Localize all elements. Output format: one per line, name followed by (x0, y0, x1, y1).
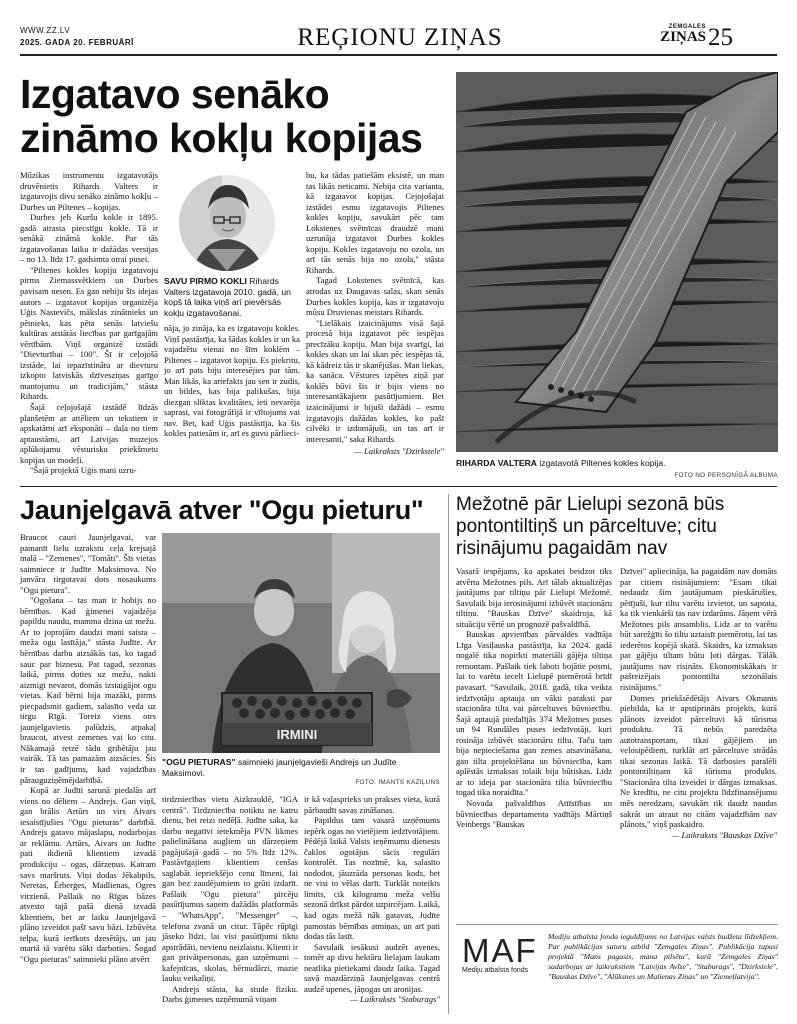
maf-logo[interactable] (462, 934, 542, 974)
kokle-caption-bold: RIHARDA VALTERA (456, 458, 537, 468)
article1-col1 (20, 170, 158, 476)
paragraph: "Ogošana – tas man ir hobijs no bērnības. Kad ģimenei vajadzēja papildu naudu, mamma dzina uz mežu. Ar to joprojām daudzi mani saista – meža ogu lasītāja," stāsta Judīte. Ar bērnības darbu aizsākās tas, ko tagad sauc par biznesu. Pat tagad, sezonas laikā, pirms doties uz mežu, nakti aizmigt nevarot, domās izstaigājot ogu vietas. Kad bērni bija mazāki, pirms piecpadsmit gadiem, salasīto veda uz tirgu Rīgā. Toreiz viens otrs jaunjelgavietis palūdzis, atpakaļ braucot, atvest zemenes vai ko citu. Nākamajā reizē tādu gribētāju jau vairāk. Tā tas pamazām aizsācies. Šis ir tas gadījums, kad vajadzības pārauguziņēmējdarbībā. (20, 595, 156, 785)
paragraph: Novada pašvaldības Attīstības un būvniecības departamenta vadītājs Mārtiņš Veinbergs "Bauskas (456, 798, 612, 830)
maf-logo-caption: Mediju atbalsta fonds (462, 967, 529, 974)
berries-caption-text: saimnieki jaunjelgavieši Andrejs un Judīte Maksimovi. (162, 757, 397, 778)
signature-text: — Laikraksts "Bauskas Dzīve" (671, 829, 777, 840)
column-divider (448, 494, 449, 1014)
paragraph: "Šajā projektā Uģis mani uzru- (30, 465, 137, 476)
kokle-caption-text: izgatavotā Piltenes kokles kopija. (537, 458, 666, 468)
article3-col2 (620, 566, 777, 840)
kokle-photo-caption (456, 458, 778, 469)
maf-logo-letters: MAF (462, 932, 538, 969)
header-rule (20, 54, 777, 56)
paragraph: Savulaik iesākusi audzēt avenes, tomēr ap divu hektāru lielajam laukam neatlika pietiekami daudz laika. Tagad savā mazdārziņā Jaunjelgavas centrā audzē upenes, jāņogas un aronijas. (304, 941, 440, 994)
paragraph: tirdzniecības vietu Aizkrauklē, "IGA centrā". Tirdzniecība notiktu ne katru dienu, bet reizi nedēļā. Judīte saka, ka darbu negatīvi ietekmēja PVN likmes palielināšana augļiem un dārzeņiem pagājušajā gadā – no 5% līdz 12%. Pastāvīgajiem klientiem cenšas saglabāt iepriekšējo cenu līmeni, lai gan bez zaudējumiem to grūti izdarīt. Pašlaik "Ogu pietura" pircēju pasūtījumus saņem dažādās platformās – "WhatsApp", "Messenger" –, telefona zvanā un citur. Tāpēc rūpīgi jāseko līdzi, lai visi pasūtījumi tiktu apstrādāti, nevienu neizlaistu. Klienti ir gan privātpersonas, gan uzņēmumi – kafejnīcas, skolas, bērnudārzi, mazie lauku veikaliņi. (162, 794, 298, 984)
logo-top-text: ZEMGALES (668, 24, 706, 30)
paragraph: Tagad Lokstenes svētnīcā, kas atrodas uz Daugavas salas, skan senās Durbes kokles kopija, kas ir izgatavoju mūsu Druvienas meistars Rihards. (306, 275, 444, 318)
article2-title: Jaunjelgavā atver "Ogu pieturu" (20, 495, 424, 525)
signature-text: — Laikraksts "Dzirkstele" (354, 446, 444, 457)
portrait-photo (162, 171, 292, 271)
article1-col2 (164, 323, 300, 439)
article1-title (20, 72, 450, 160)
signature-text: — Laikraksts "Staburags" (350, 994, 440, 1005)
berries-photo (162, 533, 440, 753)
portrait-caption-text: Rihards Valters izgatavoja 2010. gadā, un kopš tā laika viņš arī pievērsās kokļu izgatavošanai. (164, 276, 291, 318)
paragraph: bu, ka tādas patiešām eksistē, un man tas likās neticami. Nebija cita varianta, kā izgatavot kopijas. Cejojošajai izstādei esmu izgatavojis Piltenes kokles kopiju, savukārt pēc tam Lokstenes svētnīcas draudzē mani uzrunāja izgatavot Durbes kokles kopiju. Kokles izgatavoju no ozola, un arī tās senās bija no ozola," stāsta Rihards. (306, 170, 444, 275)
paragraph: Bauskas apvienības pārvaldes vadītāja Līga Vasiļauska pastāstīja, ka 2024. gadā nogalē tika nopirkti materiāli gājēja tiltiņa remontam. Pašlaik tiek laboti bojātie posmi, lai to varētu iecelt Lielupē piemērotā brīdī pavasarī. "Savulaik, 2018. gadā, tika veikta iedzīvotāju aptauja un vākti paraksti par stacionāra tilta vai pārceltuves būvniecību. Šajā aptaujā piedalījās 374 Mežotnes puses un 94 Rundāles puses iedzīvotāji, kuri rosināja izbūvēt stacionāru tiltu. Taču tam bija nepieciešama gan zemes atsavināšana, gan tilta projektēšana un būvniecība, kam aplēstās izmaksas tolaik bija būtiskas. Lidz ar to ideja par stacionāra tilta būvniecību togad tika noraidīta." (456, 629, 612, 798)
article2-col1 (20, 532, 156, 964)
paragraph: nāja, jo zināja, ka es izgatavoju kokles. Viņš pastāstīja, ka šādas kokles ir un ka vajadzētu vienai no šīm koklēm – Piltenes – izgatavot kopiju. Es piekritu, jo arī pats biju interesējies par tām. Man likās, ka artefakts jau sen ir zudis, un bildes, kas bija palikušas, bija diezgan sliktas kvalitātes, ieti nevarēja saprast, vai fotogrāfijā ir vīltojums vai nav. Bet, kad Uģis pastāstīja, ka šis kokles patiesām ir, arī es guvu pārlieci- (164, 323, 301, 439)
article2-signature (304, 994, 440, 1005)
article3-title-line3: risinājumu pagaidām nav (456, 538, 668, 559)
paragraph: ir kā vaļasprieks un prakses vieta, kurā pārbaudīt savas zināšanas. (304, 794, 440, 815)
article2-col3 (304, 794, 440, 1005)
paragraph: Kopā ar Judīti sarunā piedalās arī viens no dēliem – Andrejs. Gan viņš, gan brālis Artūrs un virs Aivars iesaistījušies "Ogu pieturas" darbībā. Andrejs gatavo mājaslapu, nodarbojas ar reklāmu. Artūrs, Aivars un Judīte pati ikdienā klientiem izvadā produkciju – ogas, dārzeņus. Katram savs maršruts. Viņi dodas Jēkabpils, Neretas, Ērberģes, Madlienas, Ogres virzienā. Pašlaik no Rīgas bāzes atvesto tajā pašā dienā izvadā klientiem, bet ar laiku Jaunjelgavā plāno izveidot pašī savu bāzi. Izbūvēta telpa, kurā ierīkots dzesētājs, un jau martā tā varētu sākt darboties. Šogad "Ogu pieturas" saimnieki plāno atvērt (20, 785, 156, 964)
section-title: REĢIONU ZIŅAS (297, 24, 503, 51)
page-number: 25 (708, 24, 733, 51)
funding-note: Mediju atbalsta fonda ieguldījums no Latvijas valsts budžeta līdzekļiem. Par publikācijas saturu atbild "Zemgales Ziņas". Publikācija tapusi projektā "Mans pagasts, mana pilsēta", kurā "Zemgales Ziņas" sadarbojas ar laikrakstiem "Latvijas Avīze", "Staburags", "Dzirkstele", "Bauskas Dzīve", "Alūksnes un Malienas Ziņas" un "Ziemeļlatvija". (548, 932, 778, 981)
portrait-caption (164, 276, 298, 318)
article1-title-line1: Izgatavo senāko (20, 71, 330, 117)
kokle-photo (456, 72, 778, 452)
paragraph: Dzīvei" apliecināja, ka pagaidām nav domāts par citiem risinājumiem: "Esam tikai nedaudz šim jautājumam pieskārušies, pētījuši, kur tiltu varētu izvietot, un saprata, ka tik vienkārši tas nav izdarāms. Jāņem vērā Mežotnes pils ansamblis. Lidz ar to varētu būt sarežģīti šo tiltu uztaisīt piemērotu, lai tas iederētos kopējā skatā. Skaidrs, ka izmaksas pat gājēju tiltam būtu ļoti dārgas. Tālāk jautājums nav risināts. Ekonomiskākais ir pašreizējais pontontilta sezonālais risinājums." (620, 566, 777, 693)
section-rule (20, 486, 777, 487)
paragraph: Andrejs stāsta, ka stude fiziku. Darbs ģimenes uzņēmumā viņam (162, 983, 298, 1005)
portrait-caption-bold: SAVU PIRMO KOKLI (164, 276, 247, 286)
paragraph: "Lielākais izaicinājums visā šajā procesā bija izgatavot pēc iespējas precīzāku kopiju. Man bija svarīgi, lai kokles skan un lai skan pēc iespējas tā, kā kādreiz tās ir skanējušas. Man liekas, ka sanāca. Vēstures izpētes ziņā par koklēs būvi šis ir bijis viens no interesantākajiem pasūtījumiem. Bet izaicinājumi ir bijuši dažādi – esmu izgatavojis dažādas kokles, ko pašī cilvēki ir izdomājuši, un tas arī ir interesanti," saka Rihards. (306, 317, 444, 444)
article3-title-line2: pontontiltiņš un pārceltuve; citu (456, 516, 717, 537)
paragraph: Papildus tam vasarā uzņēmums iepērk ogas no vietējiem iedzīvotājiem. Pēdējā laikā Valsts ieņēmumu dienests čaklos ogotājus sācis regulāri kontrolēt. Tas nozīmē, ka, salasīto nododot, jāuzrāda personas kods, bet ne visi to vēlas darīt. Turklāt noteikts limits, cik kilogramu meža velšu sezonā drīkst pārdot uzpircējam. Laikā, kad ogas mežā nāk gatavas, Judīte pamostas bērnības atmiņas, un arī pati dodas tās lasīt. (304, 815, 440, 942)
paragraph: Durbes jeb Kuršu kokle ir 1895. gadā atrasta piecstīgu kokle. Tā ir senākā zināmā kokle. Par tās izgatavošanas laiku ir dažādas versijas – no 13. līdz 17. gadsimta otrai pusei. (20, 212, 158, 265)
article1-signature (306, 446, 444, 457)
berries-caption-bold: "OGU PIETURAS" (162, 757, 236, 767)
berries-photo-credit: FOTO: IMANTS KAZIĻUNS (355, 779, 440, 786)
website-url[interactable]: WWW.ZZ.LV (20, 26, 71, 35)
article1-col3 (306, 170, 444, 457)
article3-signature (620, 830, 777, 841)
article3-title-line1: Mežotnē pār Lielupi sezonā būs (456, 494, 725, 515)
berries-caption (162, 757, 440, 778)
paragraph: Šajā ceļojošajā izstādē līdzās planšetēm ar attēliem un tekstiem ir apskatāmi arī eksponāti – daļa no tiem aptaustāmi, arī Latvijas muzejos aplūkojamu vēsturisku priekšmetu kopijas un modeļi. (20, 402, 158, 465)
article3-title (456, 494, 778, 560)
paragraph: Braucot cauri Jaunjelgavai, var pamanīt lielu uzrakstu ceļa krejsajā malā – "Zemenes", "Tomāti". Šīs vietas saimniece ir Judīte Maksimova. No janvāra tirgotavai dots nosaukums "Ogu pietura". (20, 532, 156, 595)
paragraph: Domes priekšsēdētājs Aivars Okmanis piebilda, ka ir apstiprināts projekts, kurā plānots izveidot pārceltuvi kā tūrisma produktu. Tā nebūs paredzēta autotransportam, tikai gājējiem un velosipēdiem, turklāt arī pārceltuve strādās tikai sezonas laikā. Tā darbosies paralēli pontontiltiņam kā tūrisma produkts. "Stacionāra tilta izveidei ir dārgas izmaksas. Ne kredītu, ne citu projektu līdzfinansējumu mēs neredzam, savukārt tik daudz naudas sakrāt un atraut no citām vajadzībām nav plānots," viņš paskaidro. (620, 692, 777, 830)
issue-date: 2025. GADA 20. FEBRUĀRĪ (20, 38, 134, 47)
logo-main-text: ZIŅAS (660, 29, 706, 45)
paragraph: Mūzikas instrumentu izgatavotājs druvēnietis Rihards Valters ir izgatavojis divu senāko zināmo kokļu – Durbes un Piltenes – kopijas. (20, 170, 158, 212)
crate-label: IRMINI (276, 727, 318, 742)
article1-title-line2: zināmo kokļu kopijas (20, 115, 423, 161)
article3-col1 (456, 566, 612, 830)
paragraph: Vasarā iespējams, ka apskatei beidzot tiks atvērta Mežotnes pils. Arī tālab aktualizējas jautājums par tiltiņu pār Lielupi Mežotnē. Savulaik bija ierosinājumi izbūvēt stacionāru tiltiņu. "Bauskas Dzīve" skaidroja, kā situāciju vērtē un prognozē pašvaldībā. (456, 566, 612, 629)
masthead-logo[interactable] (650, 24, 706, 48)
kokle-photo-credit: FOTO NO PERSONĪGĀ ALBUMA (674, 472, 778, 479)
article2-col2 (162, 794, 298, 1005)
footer-rule (456, 924, 778, 925)
paragraph: "Piltenes kokles kopiju izgatavoju pirms Ziemassvētkiem un Durbes pavisam nesen. Es gan nebiju šīs idejas autors – izgatavot kopijas organizēja Uģis Nastevičs, mākslas zinātnieks un pētnieks, kas pēta senās latviešu kultūras atstātās liecības par garīgajām vērtībām. Viņš organizē izstādi "Dievturībai – 100". Šī ir ceļojošā izstāde, lai iepazīstinātu ar dievturu izkopto latviskās dzīvesziņas garīgo mantojumu un tradicijām," stāsta Rihards. (20, 264, 158, 402)
